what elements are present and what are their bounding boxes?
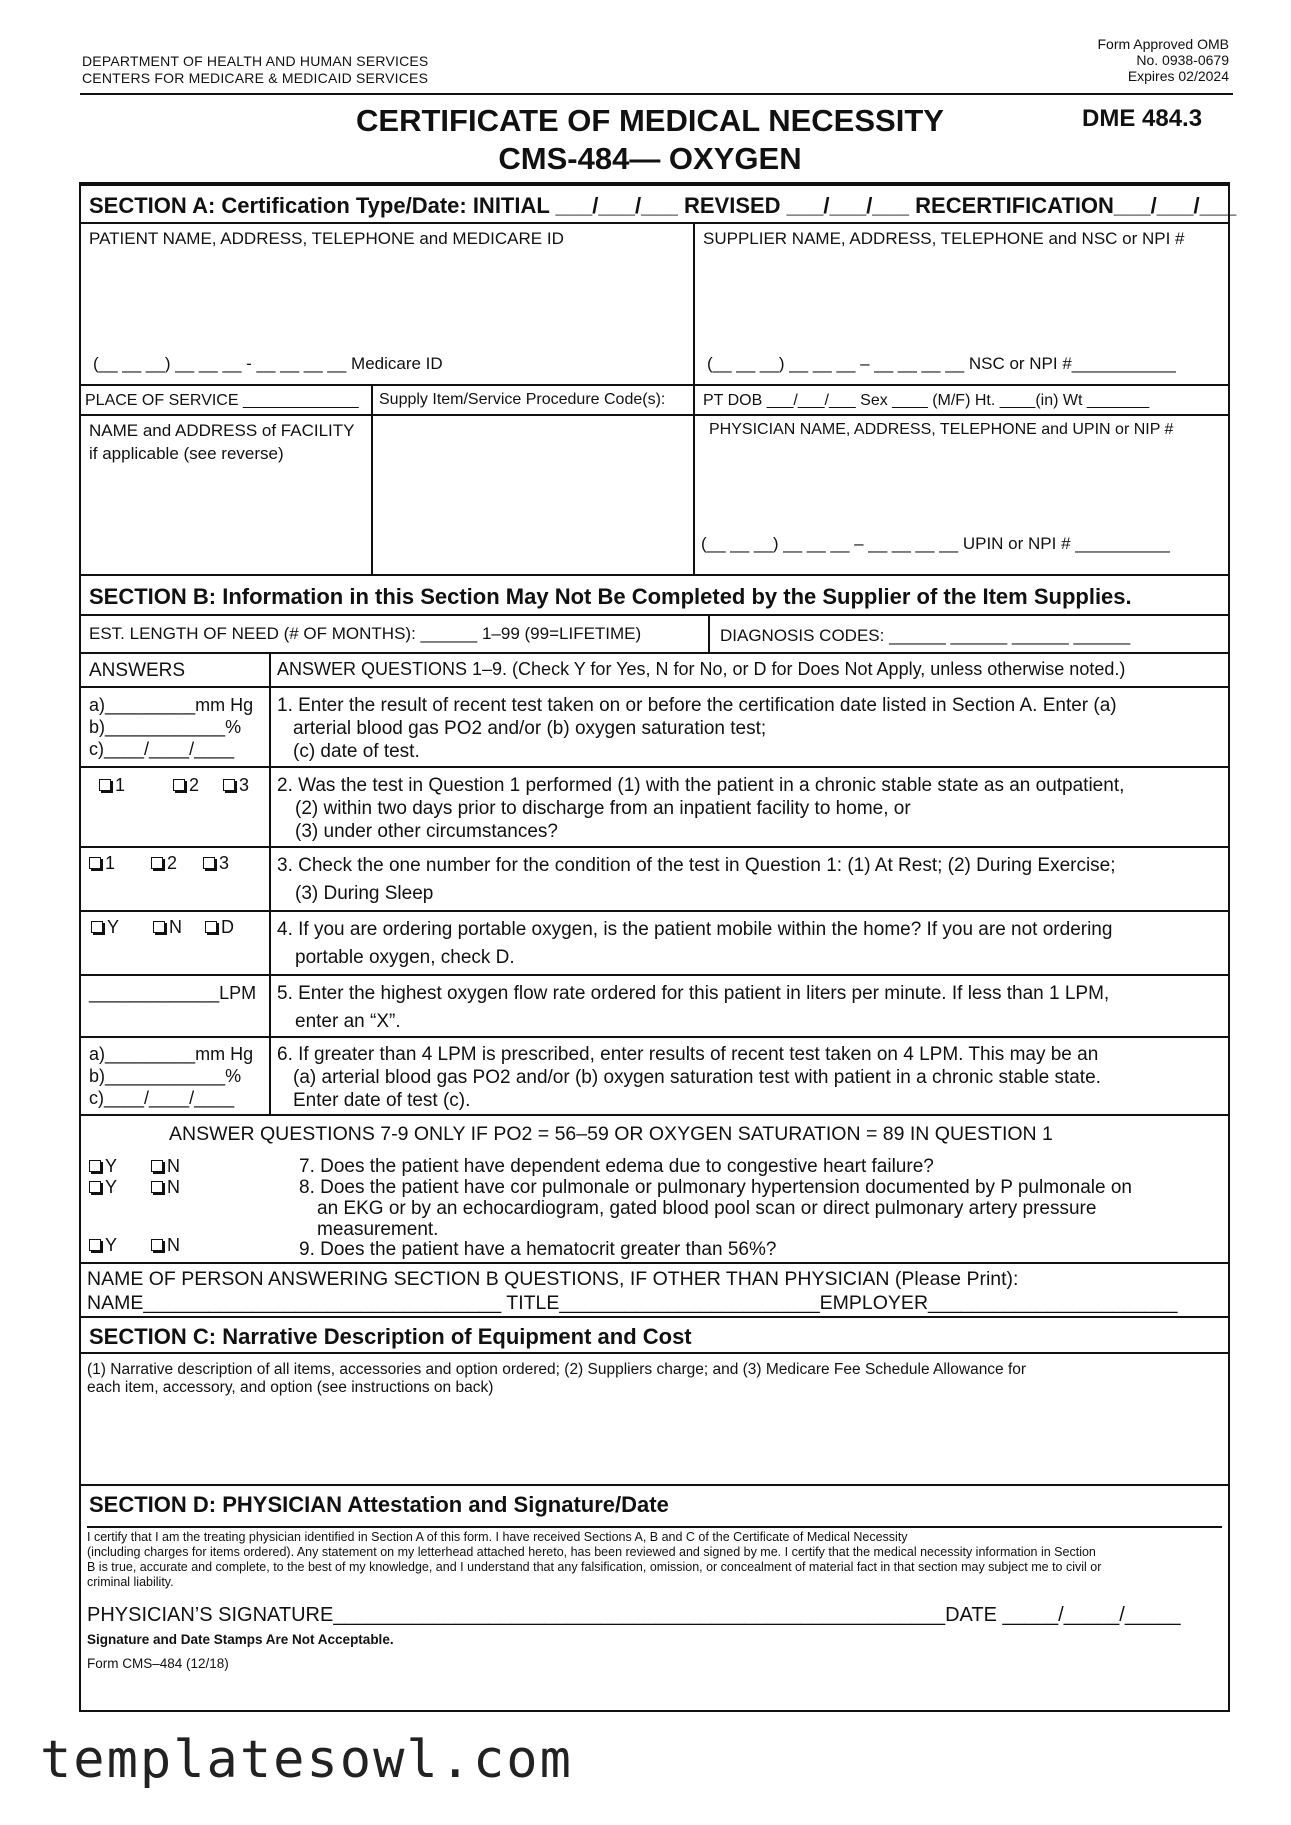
- q7-9-heading: ANSWER QUESTIONS 7-9 ONLY IF PO2 = 56–59 OR OXYGEN SATURATION = 89 IN QUESTION 1: [169, 1123, 1053, 1145]
- question-2-cell: [269, 768, 1228, 846]
- q4-option-yes[interactable]: Y: [91, 916, 119, 938]
- q3-text-2: (3) During Sleep: [295, 883, 434, 904]
- diagnosis-cell[interactable]: [708, 616, 1228, 652]
- question-1-row: [81, 688, 1228, 768]
- q5-flow-rate-field[interactable]: _____________LPM: [89, 983, 257, 1003]
- q1-saturation-field[interactable]: b)____________%: [89, 717, 242, 737]
- supply-item-cell[interactable]: [371, 386, 693, 414]
- q6-text-1: 6. If greater than 4 LPM is prescribed, enter results of recent test taken on 4 LPM. This may be an: [277, 1044, 1099, 1065]
- question-2-answer-cell: [81, 768, 269, 846]
- q6-text-2: (a) arterial blood gas PO2 and/or (b) oxygen saturation test with patient in a chronic stable state.: [293, 1067, 1101, 1088]
- q3-option-1[interactable]: 1: [89, 852, 115, 874]
- attestation-line-2: (including charges for items ordered). Any statement on my letterhead attached hereto, has been reviewed and signed by me. I certify that the medical necessity information in Section: [87, 1545, 1096, 1559]
- agency-line-2: CENTERS FOR MEDICARE & MEDICAID SERVICES: [82, 70, 429, 86]
- checkbox-icon: [173, 779, 185, 791]
- q1-text-2: arterial blood gas PO2 and/or (b) oxygen saturation test;: [293, 718, 767, 739]
- place-of-service-cell[interactable]: [81, 386, 371, 414]
- question-1-cell: [269, 688, 1228, 766]
- question-4-answer-cell: [81, 912, 269, 974]
- q8-option-yes[interactable]: Y: [89, 1176, 117, 1198]
- patient-label: PATIENT NAME, ADDRESS, TELEPHONE and MEDICARE ID: [89, 229, 564, 248]
- section-d-body: [81, 1520, 1228, 1710]
- q6-po2-field[interactable]: a)_________mm Hg: [89, 1044, 254, 1064]
- section-d-heading: SECTION D: PHYSICIAN Attestation and Signature/Date: [89, 1492, 669, 1517]
- question-6-cell: [269, 1038, 1228, 1114]
- checkbox-icon: [223, 779, 235, 791]
- omb-block: [1098, 36, 1230, 84]
- patient-demographics-field[interactable]: PT DOB ___/___/___ Sex ____ (M/F) Ht. ____(in) Wt _______: [703, 392, 1150, 409]
- q2-option-2[interactable]: 2: [173, 774, 199, 796]
- q1-text-1: 1. Enter the result of recent test taken on or before the certification date listed in Section A. Enter (a): [277, 695, 1117, 716]
- checkbox-icon: [89, 857, 101, 869]
- q9-option-no[interactable]: N: [151, 1234, 180, 1256]
- q8-text-2: an EKG or by an echocardiogram, gated blood pool scan or direct pulmonary artery pressure: [317, 1198, 1097, 1219]
- supplier-cell[interactable]: [693, 224, 1228, 384]
- question-2-row: [81, 768, 1228, 848]
- q3-text-1: 3. Check the one number for the condition of the test in Question 1: (1) At Rest; (2) During Exercise;: [277, 855, 1116, 876]
- physician-cell[interactable]: [693, 416, 1228, 574]
- supplier-phone-field[interactable]: (__ __ __) __ __ __ – __ __ __ __ NSC or NPI #___________: [707, 354, 1176, 373]
- q5-text-1: 5. Enter the highest oxygen flow rate ordered for this patient in liters per minute. If less than 1 LPM,: [277, 983, 1110, 1004]
- question-6-row: [81, 1038, 1228, 1116]
- instructions-cell: [269, 654, 1228, 686]
- facility-label-2: if applicable (see reverse): [89, 444, 284, 463]
- section-c-body[interactable]: [81, 1354, 1228, 1486]
- q4-text-2: portable oxygen, check D.: [295, 947, 515, 968]
- checkbox-icon: [151, 857, 163, 869]
- form-number: Form CMS–484 (12/18): [87, 1656, 229, 1671]
- form-title: [250, 102, 1050, 178]
- q4-option-na[interactable]: D: [205, 916, 234, 938]
- question-3-cell: [269, 848, 1228, 910]
- question-4-row: [81, 912, 1228, 976]
- diagnosis-codes-field[interactable]: DIAGNOSIS CODES: ______ ______ ______ ______: [720, 626, 1131, 645]
- section-b-heading: SECTION B: Information in this Section May Not Be Completed by the Supplier of the Item Supplies.: [89, 584, 1132, 609]
- q8-option-no[interactable]: N: [151, 1176, 180, 1198]
- supply-item-label: Supply Item/Service Procedure Code(s):: [379, 391, 666, 408]
- place-of-service-row: [81, 386, 1228, 416]
- patient-phone-field[interactable]: (__ __ __) __ __ __ - __ __ __ __ Medicare ID: [93, 354, 443, 373]
- question-3-row: [81, 848, 1228, 912]
- q9-text: 9. Does the patient have a hematocrit greater than 56%?: [299, 1239, 777, 1260]
- watermark: templatesowl.com: [40, 1730, 573, 1790]
- checkbox-icon: [89, 1160, 101, 1172]
- q2-text-3: (3) under other circumstances?: [295, 821, 558, 842]
- answers-header-row: [81, 654, 1228, 688]
- supplier-label: SUPPLIER NAME, ADDRESS, TELEPHONE and NSC or NPI #: [703, 229, 1185, 248]
- attestation-line-4: criminal liability.: [87, 1575, 174, 1589]
- q8-text-1: 8. Does the patient have cor pulmonale or pulmonary hypertension documented by P pulmonale on: [299, 1177, 1133, 1198]
- title-line-1: CERTIFICATE OF MEDICAL NECESSITY: [356, 103, 944, 138]
- attestation-line-3: B is true, accurate and complete, to the best of my knowledge, and I understand that any falsification, omission, or concealment of material fact in that section may subject me to civil or: [87, 1560, 1102, 1574]
- stamp-note: Signature and Date Stamps Are Not Acceptable.: [87, 1632, 394, 1647]
- header-rule: [80, 93, 1233, 95]
- checkbox-icon: [153, 921, 165, 933]
- est-length-cell[interactable]: [81, 616, 708, 652]
- checkbox-icon: [151, 1239, 163, 1251]
- q8-text-3: measurement.: [317, 1219, 439, 1240]
- question-1-answer-cell[interactable]: [81, 688, 269, 766]
- q4-option-no[interactable]: N: [153, 916, 182, 938]
- question-5-row: [81, 976, 1228, 1038]
- question-3-answer-cell: [81, 848, 269, 910]
- question-4-cell: [269, 912, 1228, 974]
- answers-header-cell: [81, 654, 269, 686]
- section-c-desc-1: (1) Narrative description of all items, accessories and option ordered; (2) Suppliers charge; and (3) Medicare Fee Schedule Allowance for: [87, 1361, 1027, 1378]
- section-d-rule: [87, 1526, 1222, 1528]
- q6-saturation-field[interactable]: b)____________%: [89, 1066, 242, 1086]
- checkbox-icon: [91, 921, 103, 933]
- answer-instructions: ANSWER QUESTIONS 1–9. (Check Y for Yes, N for No, or D for Does Not Apply, unless otherwise noted.): [277, 659, 1126, 679]
- q4-text-1: 4. If you are ordering portable oxygen, is the patient mobile within the home? If you are not ordering: [277, 919, 1113, 940]
- section-d-heading-row: [81, 1486, 1228, 1520]
- section-b-heading-row: [81, 576, 1228, 616]
- answerer-fields[interactable]: NAME_________________________________ TITLE________________________EMPLOYER_______________________: [87, 1292, 1178, 1314]
- q7-option-yes[interactable]: Y: [89, 1155, 117, 1177]
- section-c-heading: SECTION C: Narrative Description of Equipment and Cost: [89, 1324, 692, 1349]
- checkbox-icon: [89, 1181, 101, 1193]
- section-c-desc-2: each item, accessory, and option (see instructions on back): [87, 1379, 494, 1396]
- answerer-row: [81, 1264, 1228, 1318]
- q6-date-field[interactable]: c)____/____/____: [89, 1088, 235, 1108]
- patient-demographics-cell[interactable]: [693, 386, 1228, 414]
- checkbox-icon: [151, 1181, 163, 1193]
- q1-po2-field[interactable]: a)_________mm Hg: [89, 695, 254, 715]
- checkbox-icon: [151, 1160, 163, 1172]
- q6-text-3: Enter date of test (c).: [293, 1090, 471, 1111]
- q5-text-2: enter an “X”.: [295, 1011, 401, 1032]
- physician-signature-field[interactable]: PHYSICIAN’S SIGNATURE_______________________________________________________DATE _____/_____/_____: [87, 1604, 1181, 1626]
- q1-date-field[interactable]: c)____/____/____: [89, 739, 235, 759]
- checkbox-icon: [89, 1239, 101, 1251]
- questions-7-9-row: [81, 1152, 1228, 1264]
- form-code: DME 484.3: [1082, 105, 1203, 132]
- section-c-heading-row: [81, 1318, 1228, 1354]
- q2-text-2: (2) within two days prior to discharge from an inpatient facility to home, or: [295, 798, 911, 819]
- question-5-cell: [269, 976, 1228, 1036]
- q3-option-3[interactable]: 3: [203, 852, 229, 874]
- omb-line-1: Form Approved OMB: [1097, 36, 1229, 52]
- physician-label: PHYSICIAN NAME, ADDRESS, TELEPHONE and UPIN or NIP #: [709, 421, 1174, 438]
- facility-cell[interactable]: [81, 416, 371, 574]
- facility-label-1: NAME and ADDRESS of FACILITY: [89, 421, 355, 440]
- title-line-2: CMS-484— OXYGEN: [498, 141, 802, 176]
- q7-9-heading-row: [81, 1116, 1228, 1152]
- q9-option-yes[interactable]: Y: [89, 1234, 117, 1256]
- q3-option-2[interactable]: 2: [151, 852, 177, 874]
- answers-label: ANSWERS: [89, 660, 186, 681]
- q2-text-1: 2. Was the test in Question 1 performed (1) with the patient in a chronic stable state as an outpatient,: [277, 775, 1125, 796]
- section-a-heading-row: [81, 186, 1237, 224]
- supply-codes-cell[interactable]: [371, 416, 693, 574]
- answerer-label: NAME OF PERSON ANSWERING SECTION B QUESTIONS, IF OTHER THAN PHYSICIAN (Please Print):: [87, 1268, 1019, 1290]
- form-body: [79, 184, 1237, 1712]
- checkbox-icon: [99, 779, 111, 791]
- agency-line-1: DEPARTMENT OF HEALTH AND HUMAN SERVICES: [82, 53, 429, 69]
- omb-line-2: No. 0938-0679: [1136, 52, 1229, 68]
- checkbox-icon: [203, 857, 215, 869]
- patient-cell[interactable]: [81, 224, 693, 384]
- est-length-field[interactable]: EST. LENGTH OF NEED (# OF MONTHS): ______ 1–99 (99=LIFETIME): [89, 624, 642, 643]
- q7-text: 7. Does the patient have dependent edema due to congestive heart failure?: [299, 1156, 934, 1177]
- checkbox-icon: [205, 921, 217, 933]
- q7-option-no[interactable]: N: [151, 1155, 180, 1177]
- agency-header: [82, 53, 428, 87]
- q2-option-3[interactable]: 3: [223, 774, 249, 796]
- facility-physician-row: [81, 416, 1228, 576]
- physician-phone-field[interactable]: (__ __ __) __ __ __ – __ __ __ __ UPIN or NPI # __________: [701, 534, 1170, 553]
- omb-line-3: Expires 02/2024: [1127, 68, 1229, 84]
- question-5-answer-cell[interactable]: [81, 976, 269, 1036]
- section-a-heading[interactable]: SECTION A: Certification Type/Date: INITIAL ___/___/___ REVISED ___/___/___ RECERTIFICATION___/___/___: [89, 193, 1237, 218]
- patient-supplier-row: [81, 224, 1228, 386]
- place-of-service-field[interactable]: PLACE OF SERVICE _____________: [85, 392, 359, 409]
- est-length-row: [81, 616, 1228, 654]
- question-6-answer-cell[interactable]: [81, 1038, 269, 1114]
- q1-text-3: (c) date of test.: [293, 741, 420, 762]
- attestation-line-1: I certify that I am the treating physician identified in Section A of this form. I have received Sections A, B and C of the Certificate of Medical Necessity: [87, 1530, 908, 1544]
- q2-option-1[interactable]: 1: [99, 774, 125, 796]
